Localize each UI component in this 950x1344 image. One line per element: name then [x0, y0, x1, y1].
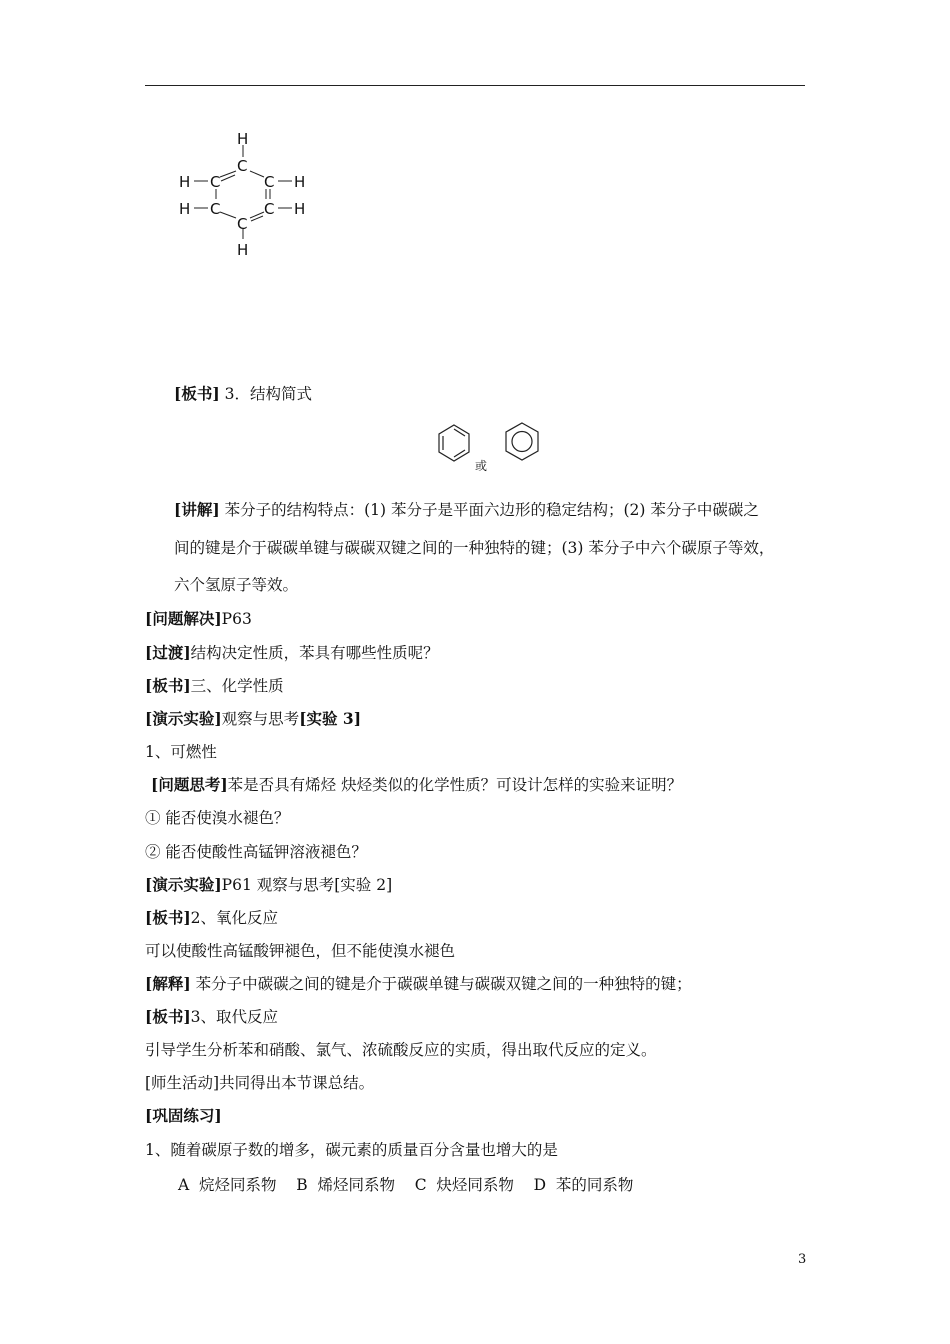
text: P63 [221, 610, 252, 628]
or-label: 或 [475, 459, 488, 473]
tag: [实验 3] [299, 709, 362, 728]
text: ① 能否使溴水褪色？ [145, 809, 290, 827]
atom-label: C [210, 173, 221, 191]
tag: [巩固练习] [145, 1106, 222, 1125]
text: ② 能否使酸性高锰钾溶液褪色？ [145, 843, 367, 861]
text: [师生活动]共同得出本节课总结。 [145, 1074, 375, 1092]
text: 1、随着碳原子数的增多，碳元素的质量百分含量也增大的是 [145, 1141, 558, 1159]
atom-label: C [237, 157, 248, 175]
atom-label: H [237, 130, 249, 148]
atom-label: H [294, 173, 306, 191]
text-line [145, 643, 439, 663]
text-line [145, 974, 692, 994]
text: P61 观察与思考[实验 2] [221, 876, 393, 894]
text-line [145, 941, 455, 961]
text: 1、可燃性 [145, 743, 217, 761]
atom-label: H [179, 173, 191, 191]
atom-label: H [179, 200, 191, 218]
atom-label: C [264, 173, 275, 191]
header-rule [145, 85, 805, 86]
atom-label: C [210, 200, 221, 218]
lecture-line-2: 间的键是介于碳碳单键与碳碳双键之间的一种独特的键；(3) 苯分子中六个碳原子等效， [174, 539, 775, 557]
tag: [问题思考] [151, 775, 228, 794]
text: 苯是否具有烯烃 炔烃类似的化学性质？可设计怎样的实验来证明？ [227, 776, 683, 794]
text: 苯分子的结构特点：(1) 苯分子是平面六边形的稳定结构；(2) 苯分子中碳碳之 [219, 501, 759, 519]
atom-label: C [237, 215, 248, 233]
tag: [演示实验] [145, 875, 222, 894]
text-line [145, 1007, 278, 1027]
text-line [151, 775, 682, 795]
board-note-structure [174, 384, 312, 404]
text: 引导学生分析苯和硝酸、氯气、浓硫酸反应的实质，得出取代反应的定义。 [145, 1041, 657, 1059]
text: 3、取代反应 [190, 1008, 279, 1026]
tag: [问题解决] [145, 609, 222, 628]
atom-label: H [294, 200, 306, 218]
text-line [145, 908, 278, 928]
text-line [145, 676, 284, 696]
page-number: 3 [798, 1252, 807, 1267]
text-line [145, 842, 367, 862]
tag: [板书] [145, 908, 191, 927]
text: 结构决定性质，苯具有哪些性质呢？ [190, 644, 439, 662]
text-line [145, 742, 217, 762]
tag: [解释] [145, 974, 191, 993]
section-heading [145, 1106, 222, 1126]
text: 2、氧化反应 [190, 909, 279, 927]
tag: [演示实验] [145, 709, 222, 728]
atom-label: C [264, 200, 275, 218]
tag: [板书] [145, 1007, 191, 1026]
text: 苯分子中碳碳之间的键是介于碳碳单键与碳碳双键之间的一种独特的键； [190, 975, 692, 993]
tag: [板书] [174, 384, 220, 403]
benzene-structural-formula [172, 125, 322, 265]
tag: [过渡] [145, 643, 191, 662]
lecture-line-1 [174, 500, 759, 520]
text-line [145, 808, 289, 828]
question [145, 1140, 558, 1160]
text: 可以使酸性高锰酸钾褪色，但不能使溴水褪色 [145, 942, 456, 960]
text-line [145, 1073, 374, 1093]
lecture-line-3: 六个氢原子等效。 [174, 576, 299, 594]
text-line [145, 709, 361, 729]
benzene-ring-formulas [434, 422, 550, 474]
text-line [145, 875, 392, 895]
atom-label: H [237, 241, 249, 259]
tag: [板书] [145, 676, 191, 695]
text-line [145, 1040, 657, 1060]
text: 三、化学性质 [190, 677, 284, 695]
tag: [讲解] [174, 500, 220, 519]
text: 观察与思考 [221, 710, 300, 728]
text-line [145, 609, 252, 629]
answer-options: A 烷烃同系物 B 烯烃同系物 C 炔烃同系物 D 苯的同系物 [178, 1176, 634, 1194]
text: 3．结构简式 [219, 385, 312, 403]
